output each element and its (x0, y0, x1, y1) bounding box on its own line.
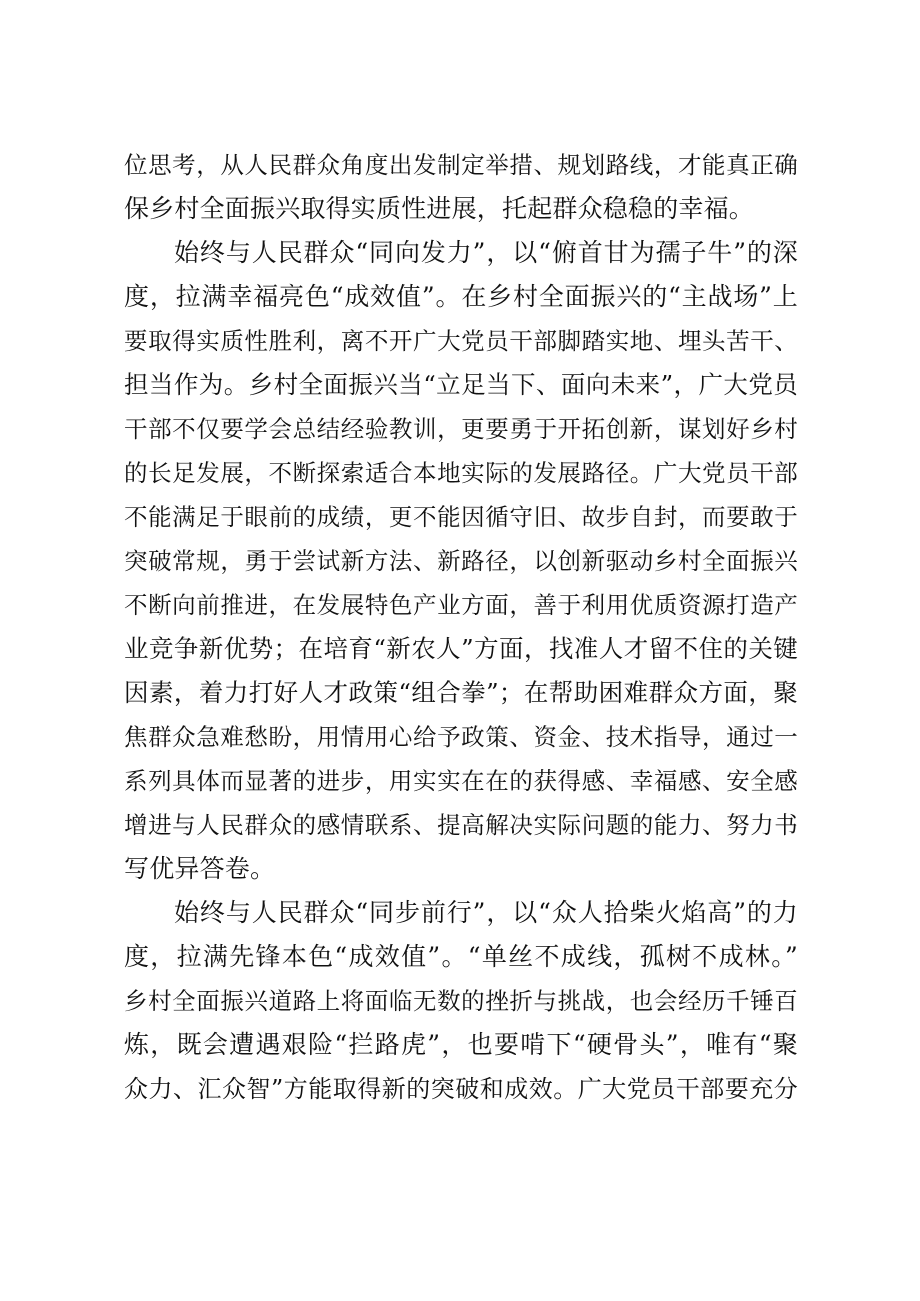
text-line: 增进与人民群众的感情联系、提高解决实际问题的能力、努力书 (124, 811, 798, 839)
text-line: 要取得实质性胜利，离不开广大党员干部脚踏实地、埋头苦干、 (124, 327, 798, 355)
text-line: 众力、汇众智”方能取得新的突破和成效。广大党员干部要充分 (124, 1075, 798, 1103)
text-line: 炼，既会遭遇艰险“拦路虎”，也要啃下“硬骨头”，唯有“聚 (124, 1030, 798, 1059)
text-line: 不断向前推进，在发展特色产业方面，善于利用优质资源打造产 (124, 591, 798, 619)
paragraph-2 (124, 231, 798, 891)
text-line: 始终与人民群众“同向发力”，以“俯首甘为孺子牛”的深 (174, 238, 798, 267)
paragraph-1 (124, 143, 798, 231)
text-line: 保乡村全面振兴取得实质性进展，托起群众稳稳的幸福。 (124, 194, 755, 223)
text-line: 乡村全面振兴道路上将面临无数的挫折与挑战，也会经历千锤百 (124, 987, 798, 1015)
text-line: 不能满足于眼前的成绩，更不能因循守旧、故步自封，而要敢于 (124, 503, 798, 531)
text-line: 因素，着力打好人才政策“组合拳”；在帮助困难群众方面，聚 (124, 678, 798, 707)
document-body (124, 143, 798, 1111)
text-line: 度，拉满幸福亮色“成效值”。在乡村全面振兴的“主战场”上 (124, 282, 798, 311)
text-line: 干部不仅要学会总结经验教训，更要勇于开拓创新，谋划好乡村 (124, 415, 798, 443)
text-line: 焦群众急难愁盼，用情用心给予政策、资金、技术指导，通过一 (124, 723, 798, 751)
text-line: 位思考，从人民群众角度出发制定举措、规划路线，才能真正确 (124, 151, 798, 179)
text-line: 担当作为。乡村全面振兴当“立足当下、面向未来”，广大党员 (124, 370, 798, 399)
text-line: 突破常规，勇于尝试新方法、新路径，以创新驱动乡村全面振兴 (124, 547, 798, 575)
paragraph-3 (124, 891, 798, 1111)
text-line: 系列具体而显著的进步，用实实在在的获得感、幸福感、安全感 (124, 767, 798, 795)
text-line: 始终与人民群众“同步前行”，以“众人拾柴火焰高”的力 (174, 898, 798, 927)
text-line: 度，拉满先锋本色“成效值”。“单丝不成线，孤树不成林。” (124, 942, 798, 971)
text-line: 业竞争新优势；在培育“新农人”方面，找准人才留不住的关键 (124, 634, 798, 663)
text-line: 的长足发展，不断探索适合本地实际的发展路径。广大党员干部 (124, 459, 798, 487)
text-line: 写优异答卷。 (124, 854, 276, 883)
